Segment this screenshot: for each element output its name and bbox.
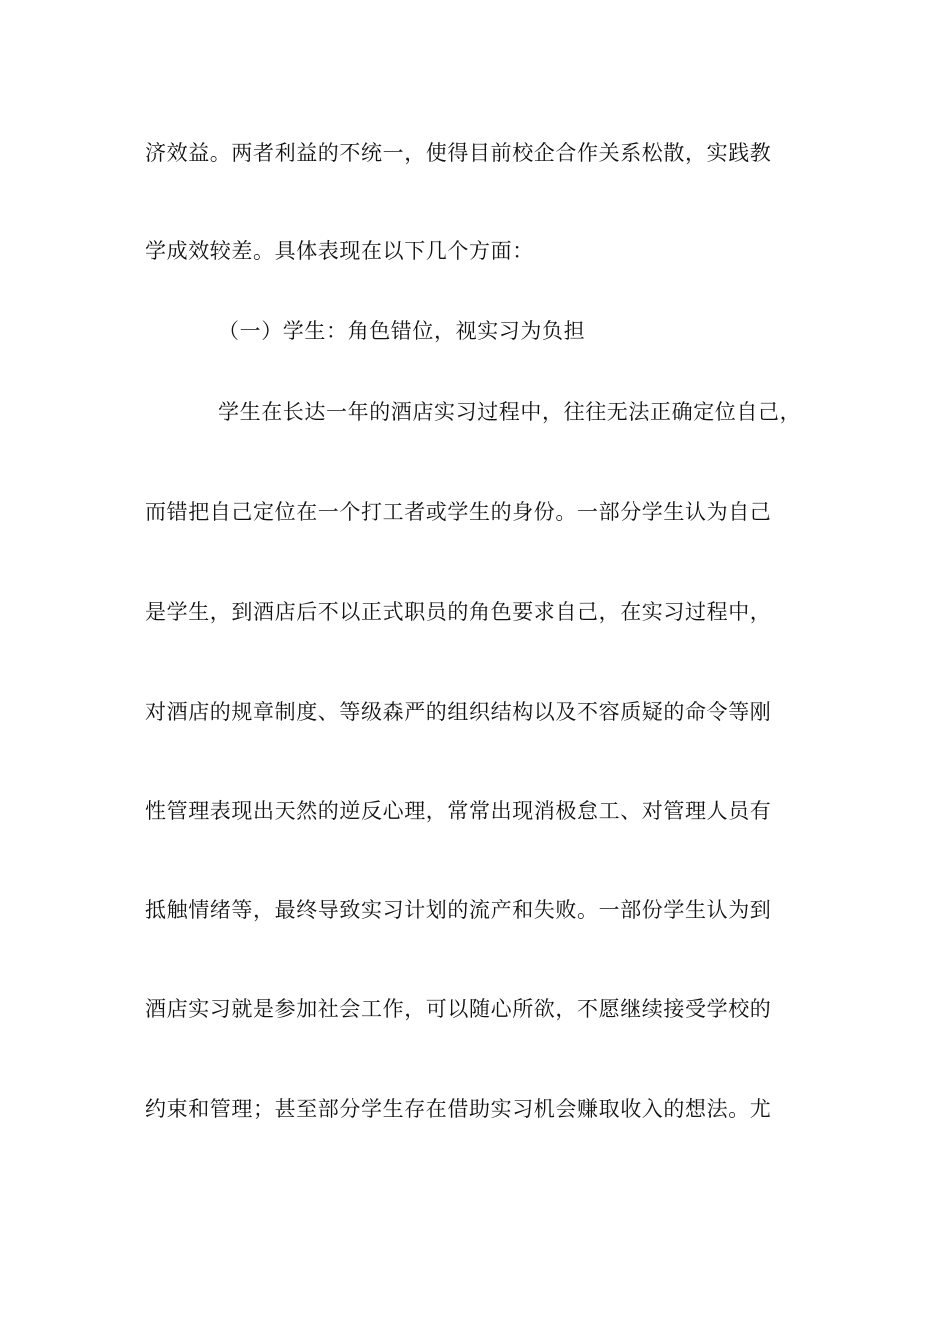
paragraph-line: 性管理表现出天然的逆反心理，常常出现消极怠工、对管理人员有 [145, 799, 772, 823]
paragraph-line: 学生在长达一年的酒店实习过程中，往往无法正确定位自己， [218, 400, 802, 424]
section-heading: （一）学生：角色错位，视实习为负担 [218, 319, 586, 343]
paragraph-line: 学成效较差。具体表现在以下几个方面： [145, 239, 534, 263]
paragraph-line: 抵触情绪等，最终导致实习计划的流产和失败。一部份学生认为到 [145, 898, 772, 922]
paragraph-line: 而错把自己定位在一个打工者或学生的身份。一部分学生认为自己 [145, 500, 772, 524]
paragraph-line: 酒店实习就是参加社会工作，可以随心所欲，不愿继续接受学校的 [145, 997, 772, 1021]
paragraph-line: 对酒店的规章制度、等级森严的组织结构以及不容质疑的命令等刚 [145, 700, 772, 724]
paragraph-line: 约束和管理；甚至部分学生存在借助实习机会赚取收入的想法。尤 [145, 1097, 772, 1121]
paragraph-line: 是学生，到酒店后不以正式职员的角色要求自己，在实习过程中， [145, 600, 772, 624]
paragraph-line: 济效益。两者利益的不统一，使得目前校企合作关系松散，实践教 [145, 141, 772, 165]
